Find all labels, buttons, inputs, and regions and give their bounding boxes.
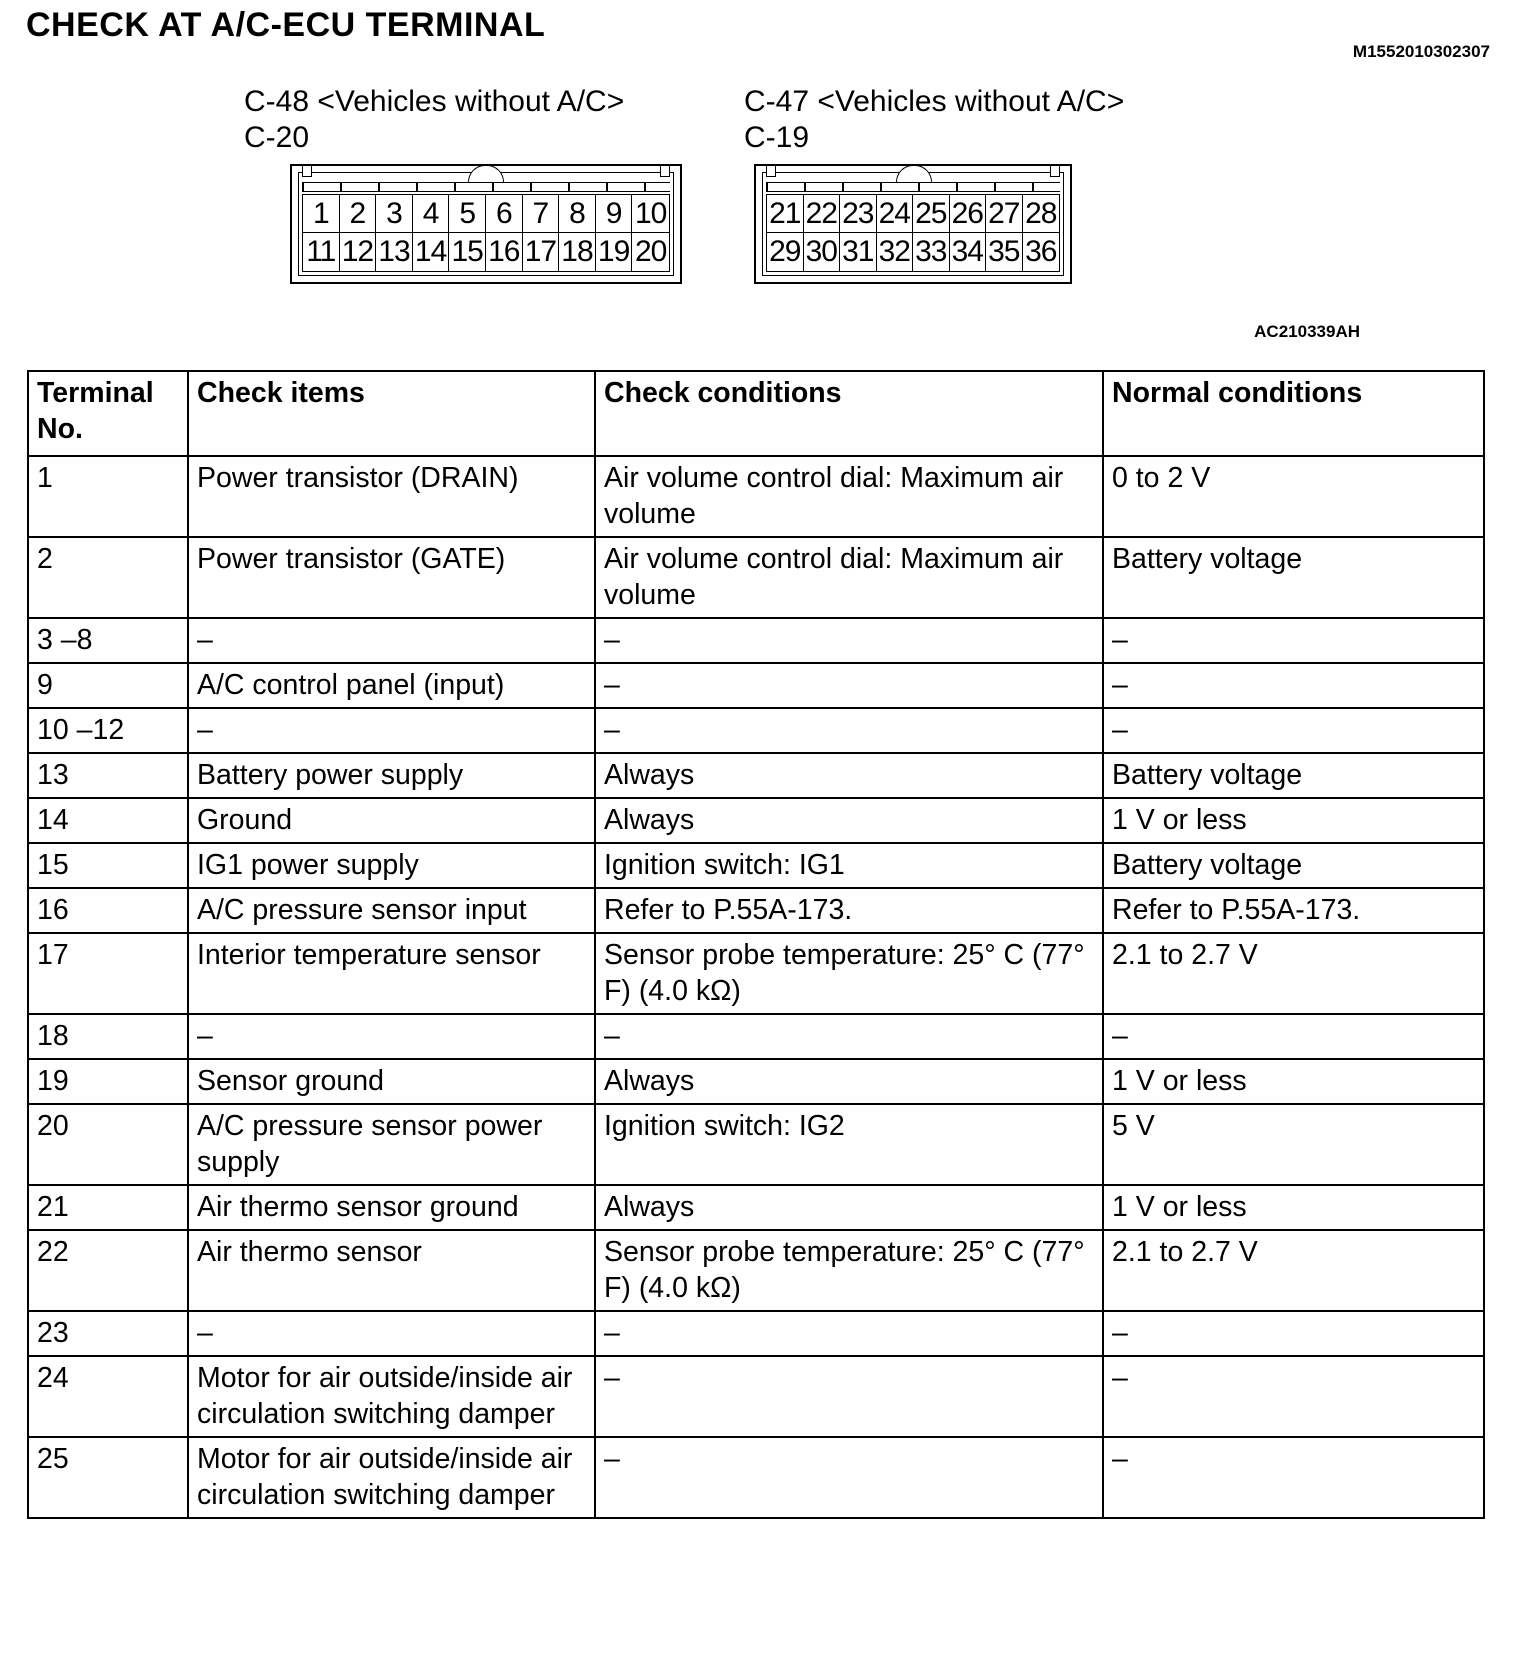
table-row <box>28 843 1484 888</box>
connector-pin: 19 <box>596 233 633 271</box>
cell-terminal: 23 <box>28 1311 188 1356</box>
connector-right-pin-grid <box>766 194 1060 272</box>
connector-pin: 3 <box>376 195 413 233</box>
table-row <box>28 888 1484 933</box>
connector-key-icon <box>468 165 504 182</box>
connector-pin: 23 <box>840 195 877 233</box>
table-row <box>28 1185 1484 1230</box>
cell-check-item: Motor for air outside/inside air circulation switching damper <box>188 1356 595 1437</box>
cell-normal-condition: 2.1 to 2.7 V <box>1103 1230 1484 1311</box>
connector-pin: 17 <box>523 233 560 271</box>
connector-pin: 26 <box>950 195 987 233</box>
cell-terminal: 17 <box>28 933 188 1014</box>
connector-pin: 15 <box>449 233 486 271</box>
cell-check-item: A/C pressure sensor input <box>188 888 595 933</box>
connector-pin: 13 <box>376 233 413 271</box>
cell-terminal: 14 <box>28 798 188 843</box>
connector-tab-icon <box>302 165 312 177</box>
cell-terminal: 19 <box>28 1059 188 1104</box>
connector-right-label <box>744 84 1124 156</box>
cell-terminal: 24 <box>28 1356 188 1437</box>
connector-pin: 10 <box>632 195 669 233</box>
connector-tab-icon <box>660 165 670 177</box>
cell-terminal: 25 <box>28 1437 188 1518</box>
cell-check-condition: Always <box>595 1185 1103 1230</box>
connector-pin: 36 <box>1025 235 1057 268</box>
connector-left-diagram <box>290 164 682 284</box>
cell-normal-condition: Battery voltage <box>1103 537 1484 618</box>
table-row <box>28 708 1484 753</box>
table-row <box>28 1104 1484 1185</box>
connector-right-label-line2: C-19 <box>744 121 810 154</box>
cell-terminal: 9 <box>28 663 188 708</box>
table-row <box>28 456 1484 537</box>
connector-pin: 12 <box>340 233 377 271</box>
table-row <box>28 663 1484 708</box>
connector-pin: 34 <box>950 233 987 271</box>
cell-check-item: – <box>188 618 595 663</box>
connector-right-diagram <box>754 164 1072 284</box>
table-row <box>28 1437 1484 1518</box>
cell-check-item: – <box>188 1311 595 1356</box>
cell-check-item: Interior temperature sensor <box>188 933 595 1014</box>
cell-check-item: A/C pressure sensor power supply <box>188 1104 595 1185</box>
cell-check-item: Sensor ground <box>188 1059 595 1104</box>
cell-check-item: Motor for air outside/inside air circulation switching damper <box>188 1437 595 1518</box>
header-normal-conditions: Normal conditions <box>1103 371 1484 456</box>
connector-pin: 33 <box>913 233 950 271</box>
table-row <box>28 933 1484 1014</box>
cell-check-item: Battery power supply <box>188 753 595 798</box>
table-row <box>28 1311 1484 1356</box>
cell-normal-condition: Battery voltage <box>1103 843 1484 888</box>
table-row <box>28 753 1484 798</box>
connector-pin: 8 <box>559 195 596 233</box>
connector-tab-icon <box>766 165 776 177</box>
header-terminal-no: Terminal No. <box>28 371 188 456</box>
terminal-check-table <box>27 370 1485 1519</box>
table-row <box>28 1356 1484 1437</box>
cell-check-condition: – <box>595 1311 1103 1356</box>
table-row <box>28 1059 1484 1104</box>
cell-terminal: 3 –8 <box>28 618 188 663</box>
connector-right-label-line1: C-47 <Vehicles without A/C> <box>744 85 1125 118</box>
connector-left-pin-grid <box>302 194 670 272</box>
cell-terminal: 13 <box>28 753 188 798</box>
cell-normal-condition: 1 V or less <box>1103 1059 1484 1104</box>
connector-pin: 27 <box>986 195 1023 233</box>
cell-check-item: Air thermo sensor <box>188 1230 595 1311</box>
connector-pin: 16 <box>486 233 523 271</box>
cell-normal-condition: 5 V <box>1103 1104 1484 1185</box>
table-row <box>28 537 1484 618</box>
connector-pin: 6 <box>486 195 523 233</box>
cell-normal-condition: – <box>1103 1356 1484 1437</box>
cell-normal-condition: 2.1 to 2.7 V <box>1103 933 1484 1014</box>
cell-check-condition: – <box>595 618 1103 663</box>
connector-pin: 22 <box>804 195 841 233</box>
cell-check-item: IG1 power supply <box>188 843 595 888</box>
cell-normal-condition: 1 V or less <box>1103 1185 1484 1230</box>
table-row <box>28 1014 1484 1059</box>
cell-check-condition: Sensor probe temperature: 25° C (77° F) (4.0 kΩ) <box>595 1230 1103 1311</box>
cell-check-condition: Air volume control dial: Maximum air volume <box>595 456 1103 537</box>
cell-terminal: 15 <box>28 843 188 888</box>
cell-terminal: 22 <box>28 1230 188 1311</box>
connector-pin: 2 <box>340 195 377 233</box>
cell-normal-condition: – <box>1103 1311 1484 1356</box>
page-title: CHECK AT A/C-ECU TERMINAL <box>26 6 546 44</box>
connector-latch-row <box>302 182 670 192</box>
header-check-conditions: Check conditions <box>595 371 1103 456</box>
connector-pin: 18 <box>559 233 596 271</box>
connector-pin: 5 <box>449 195 486 233</box>
connector-pin: 24 <box>877 195 914 233</box>
cell-check-item: – <box>188 1014 595 1059</box>
table-row <box>28 1230 1484 1311</box>
document-id: M1552010302307 <box>1352 42 1490 61</box>
cell-normal-condition: 1 V or less <box>1103 798 1484 843</box>
connector-pin: 14 <box>413 233 450 271</box>
cell-normal-condition: – <box>1103 1437 1484 1518</box>
header-check-items: Check items <box>188 371 595 456</box>
cell-normal-condition: Refer to P.55A-173. <box>1103 888 1484 933</box>
cell-check-item: Power transistor (GATE) <box>188 537 595 618</box>
connector-pin: 29 <box>767 233 804 271</box>
connector-pin: 28 <box>1023 195 1060 233</box>
cell-check-condition: Air volume control dial: Maximum air volume <box>595 537 1103 618</box>
connector-pin: 31 <box>840 233 877 271</box>
cell-check-item: Power transistor (DRAIN) <box>188 456 595 537</box>
cell-terminal: 1 <box>28 456 188 537</box>
connector-latch-row <box>766 182 1060 192</box>
cell-check-condition: – <box>595 1437 1103 1518</box>
cell-check-condition: – <box>595 1356 1103 1437</box>
cell-check-condition: – <box>595 708 1103 753</box>
connector-pin: 30 <box>804 233 841 271</box>
connector-key-icon <box>896 165 932 182</box>
cell-terminal: 2 <box>28 537 188 618</box>
connector-pin: 4 <box>413 195 450 233</box>
cell-check-condition: Ignition switch: IG2 <box>595 1104 1103 1185</box>
table-header-row <box>28 371 1484 456</box>
cell-normal-condition: – <box>1103 708 1484 753</box>
cell-normal-condition: Battery voltage <box>1103 753 1484 798</box>
connector-pin: 11 <box>303 233 340 271</box>
cell-check-condition: – <box>595 1014 1103 1059</box>
cell-terminal: 20 <box>28 1104 188 1185</box>
cell-check-condition: Ignition switch: IG1 <box>595 843 1103 888</box>
cell-check-condition: – <box>595 663 1103 708</box>
cell-check-condition: Always <box>595 1059 1103 1104</box>
cell-terminal: 18 <box>28 1014 188 1059</box>
cell-terminal: 16 <box>28 888 188 933</box>
table-row <box>28 618 1484 663</box>
connector-pin: 35 <box>986 233 1023 271</box>
cell-check-condition: Always <box>595 798 1103 843</box>
table-row <box>28 798 1484 843</box>
cell-check-item: Ground <box>188 798 595 843</box>
cell-normal-condition: – <box>1103 1014 1484 1059</box>
connector-pin: 25 <box>913 195 950 233</box>
connector-tab-icon <box>1050 165 1060 177</box>
connector-pin: 1 <box>303 195 340 233</box>
cell-check-item: – <box>188 708 595 753</box>
connector-pin: 7 <box>523 195 560 233</box>
cell-terminal: 21 <box>28 1185 188 1230</box>
cell-check-item: Air thermo sensor ground <box>188 1185 595 1230</box>
cell-check-condition: Sensor probe temperature: 25° C (77° F) (4.0 kΩ) <box>595 933 1103 1014</box>
cell-normal-condition: – <box>1103 663 1484 708</box>
connector-pin: 32 <box>877 233 914 271</box>
cell-check-item: A/C control panel (input) <box>188 663 595 708</box>
connector-pin: 9 <box>596 195 633 233</box>
cell-normal-condition: – <box>1103 618 1484 663</box>
connector-pin: 20 <box>635 235 667 268</box>
cell-check-condition: Refer to P.55A-173. <box>595 888 1103 933</box>
connector-pin: 21 <box>767 195 804 233</box>
connector-left-label-line2: C-20 <box>244 121 310 154</box>
cell-check-condition: Always <box>595 753 1103 798</box>
cell-normal-condition: 0 to 2 V <box>1103 456 1484 537</box>
connector-left-label <box>244 84 624 156</box>
figure-reference-code: AC210339AH <box>1254 322 1360 341</box>
connector-left-label-line1: C-48 <Vehicles without A/C> <box>244 85 625 118</box>
cell-terminal: 10 –12 <box>28 708 188 753</box>
